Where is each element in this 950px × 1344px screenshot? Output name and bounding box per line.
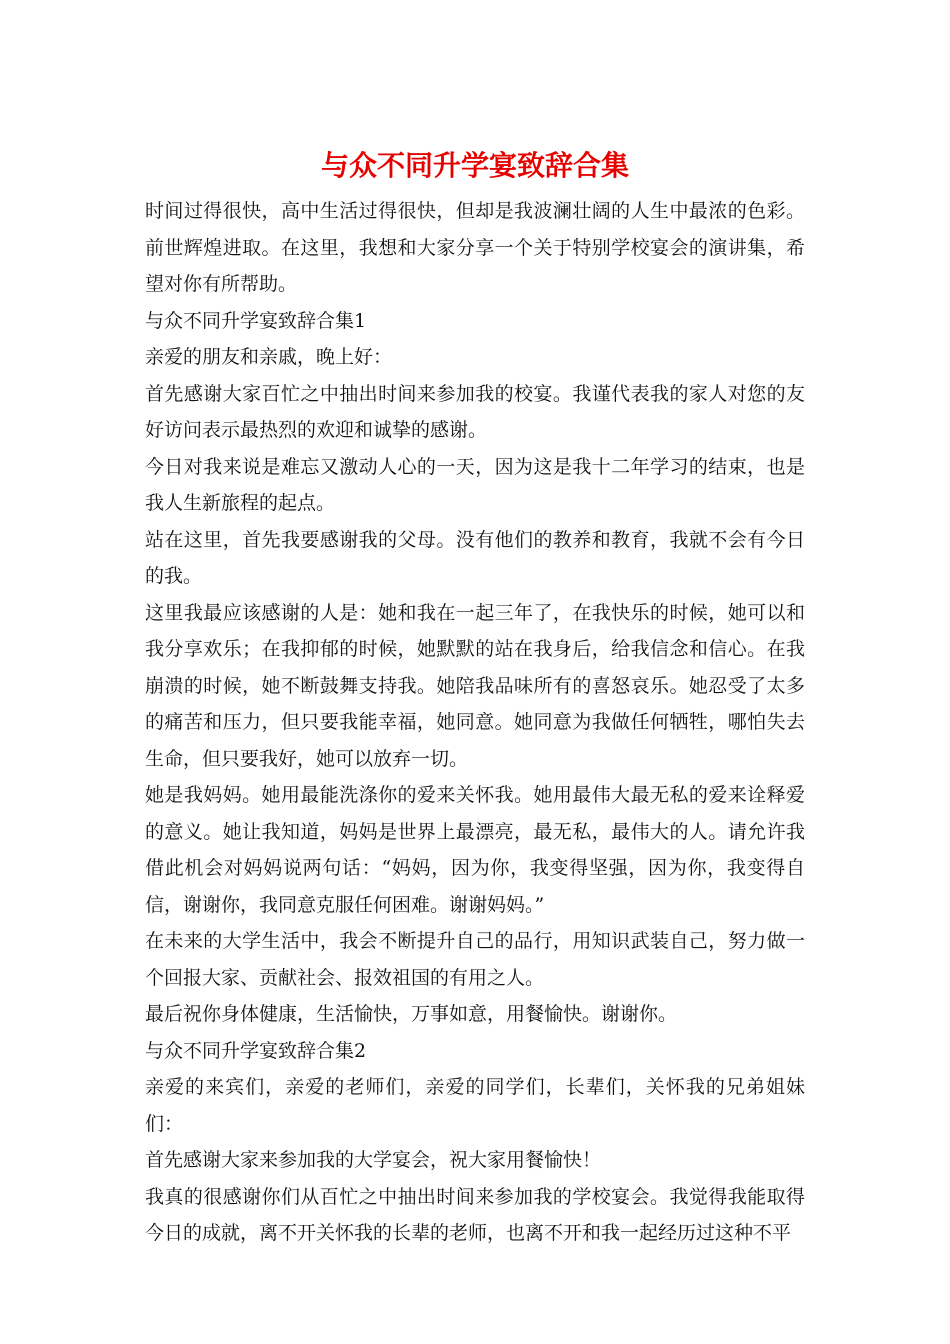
paragraph: 今日对我来说是难忘又激动人心的一天，因为这是我十二年学习的结束，也是我人生新旅程的起点。 bbox=[145, 455, 805, 514]
paragraph: 这里我最应该感谢的人是：她和我在一起三年了，在我快乐的时候，她可以和我分享欢乐；在我抑郁的时候，她默默的站在我身后，给我信念和信心。在我崩溃的时候，她不断鼓舞支持我。她陪我品味所有的喜怒哀乐。她忍受了太多的痛苦和压力，但只要我能幸福，她同意。她同意为我做任何牺牲，哪怕失去生命，但只要我好，她可以放弃一切。 bbox=[145, 601, 805, 770]
paragraph: 在未来的大学生活中，我会不断提升自己的品行，用知识武装自己，努力做一个回报大家、贡献社会、报效祖国的有用之人。 bbox=[145, 930, 805, 989]
section-heading-2: 与众不同升学宴致辞合集2 bbox=[145, 1039, 367, 1062]
paragraph: 首先感谢大家百忙之中抽出时间来参加我的校宴。我谨代表我的家人对您的友好访问表示最热烈的欢迎和诚挚的感谢。 bbox=[145, 382, 805, 441]
paragraph: 我真的很感谢你们从百忙之中抽出时间来参加我的学校宴会。我觉得我能取得今日的成就，离不开关怀我的长辈的老师，也离不开和我一起经历过这种不平 bbox=[145, 1185, 805, 1244]
document-title: 与众不同升学宴致辞合集 bbox=[320, 149, 629, 182]
section-heading-1: 与众不同升学宴致辞合集1 bbox=[145, 309, 367, 332]
paragraph: 站在这里，首先我要感谢我的父母。没有他们的教养和教育，我就不会有今日的我。 bbox=[145, 528, 805, 587]
paragraph: 亲爱的来宾们，亲爱的老师们，亲爱的同学们，长辈们，关怀我的兄弟姐妹们： bbox=[145, 1076, 805, 1135]
paragraph: 首先感谢大家来参加我的大学宴会，祝大家用餐愉快！ bbox=[145, 1149, 602, 1171]
document-body bbox=[145, 193, 805, 1252]
paragraph: 最后祝你身体健康，生活愉快，万事如意，用餐愉快。谢谢你。 bbox=[145, 1003, 678, 1025]
paragraph: 她是我妈妈。她用最能洗涤你的爱来关怀我。她用最伟大最无私的爱来诠释爱的意义。她让我知道，妈妈是世界上最漂亮，最无私，最伟大的人。请允许我借此机会对妈妈说两句话：“妈妈，因为你，我变得坚强，因为你，我变得自信，谢谢你，我同意克服任何困难。谢谢妈妈。” bbox=[145, 784, 805, 916]
intro-paragraph: 时间过得很快，高中生活过得很快，但却是我波澜壮阔的人生中最浓的色彩。前世辉煌进取。在这里，我想和大家分享一个关于特别学校宴会的演讲集，希望对你有所帮助。 bbox=[145, 200, 805, 295]
paragraph: 亲爱的朋友和亲戚，晚上好： bbox=[145, 346, 393, 368]
